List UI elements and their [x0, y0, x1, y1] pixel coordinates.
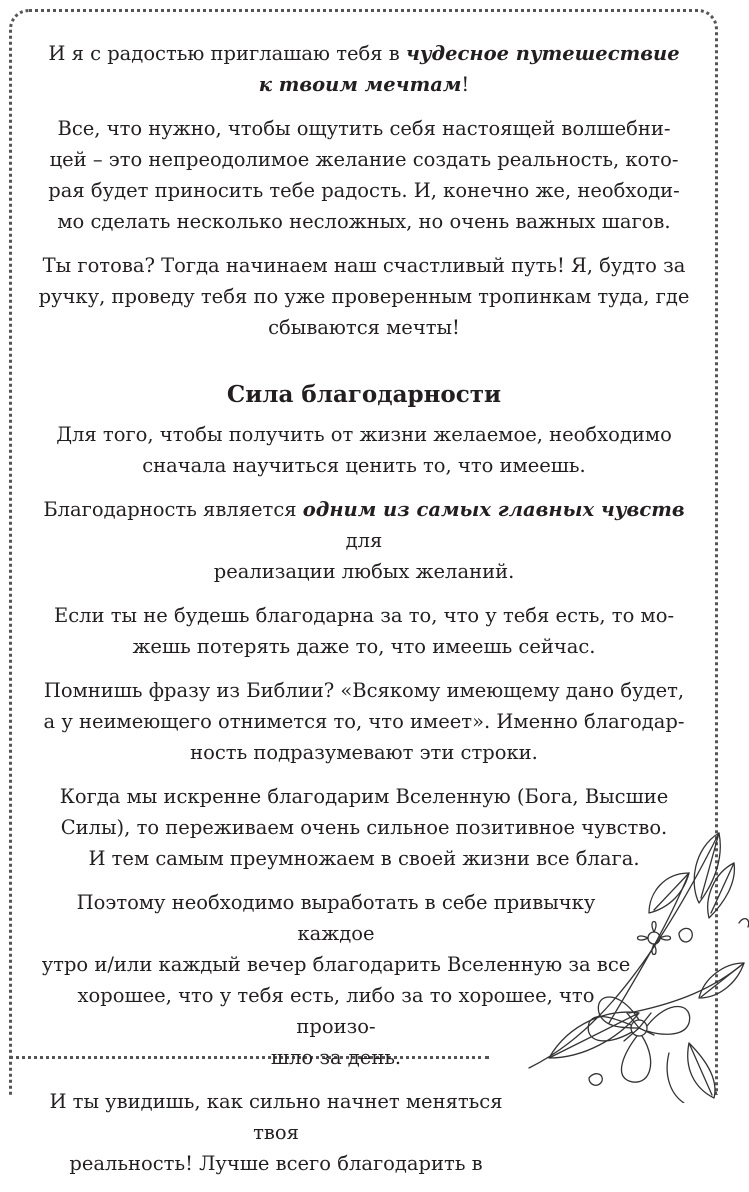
text: Благодарность является — [43, 498, 303, 521]
text-line: сначала научиться ценить то, что имеешь. — [142, 454, 586, 477]
paragraph-ready — [36, 250, 692, 343]
text-line: Если ты не будешь благодарна за то, что у тебя есть, то мо- — [53, 604, 675, 627]
text-line: хорошее, что у тебя есть, либо за то хорошее, что произо- — [77, 984, 595, 1038]
text-line: ручку, проведу тебя по уже проверенным тропинкам туда, где — [38, 285, 690, 308]
stem — [529, 833, 719, 1068]
text-line: а у неимеющего отнимется то, что имеет». Именно благодар- — [43, 710, 685, 733]
emphasis-text: чудесное путешествие — [405, 42, 680, 65]
paragraph-bible — [36, 675, 692, 768]
text-line: рая будет приносить тебе радость. И, конечно же, необходи- — [48, 179, 680, 202]
flower-petals — [638, 922, 671, 955]
text-line: И ты увидишь, как сильно начнет меняться твоя — [49, 1090, 503, 1144]
text-line: Ты готова? Тогда начинаем наш счастливый путь! Я, будто за — [42, 254, 686, 277]
text-line: Поэтому необходимо выработать в себе привычку каждое — [76, 891, 596, 945]
text-line: Когда мы искренне благодарим Вселенную (Бога, Высшие — [59, 785, 669, 808]
text-line: шло за день. — [270, 1046, 402, 1069]
emphasis-text: одним из самых главных чувств — [302, 498, 685, 521]
section-heading: Сила благодарности — [226, 381, 502, 408]
text-line: Все, что нужно, чтобы ощутить себя настоящей волшебни- — [57, 117, 671, 140]
text-line: жешь потерять даже то, что имеешь сейчас. — [132, 635, 596, 658]
text: И я с радостью приглашаю тебя в — [48, 42, 406, 65]
text-line: сбываются мечты! — [268, 316, 460, 339]
text-line: реализации любых желаний. — [213, 560, 515, 583]
text-line: цей – это непреодолимое желание создать реальность, кото- — [49, 148, 679, 171]
text-line: И тем самым преумножаем в своей жизни все блага. — [88, 847, 640, 870]
bud — [589, 1074, 602, 1086]
text-line: Силы), то переживаем очень сильное позитивное чувство. — [60, 816, 668, 839]
flower-petal — [621, 1036, 650, 1082]
paragraph-reality — [36, 1086, 516, 1179]
text: для — [345, 529, 383, 552]
text-line: Для того, чтобы получить от жизни желаемое, необходимо — [56, 423, 672, 446]
paragraph-lose — [36, 600, 692, 662]
text-line: реальность! Лучше всего благодарить в — [69, 1152, 483, 1175]
text-line: ность подразумевают эти строки. — [190, 741, 538, 764]
paragraph-value — [36, 419, 692, 481]
paragraph-wizard — [36, 113, 692, 237]
bud — [679, 928, 692, 942]
text-line: мо сделать несколько несложных, но очень важных шагов. — [57, 210, 671, 233]
paragraph-gratitude — [36, 494, 692, 587]
paragraph-invitation — [36, 38, 692, 100]
emphasis-text: к твоим мечтам — [258, 73, 462, 96]
flower-petal — [647, 1006, 690, 1034]
text-line: Помнишь фразу из Библии? «Всякому имеющему дано будет, — [43, 679, 685, 702]
text: ! — [461, 73, 470, 96]
text-line: утро и/или каждый вечер благодарить Вселенную за все — [41, 953, 631, 976]
floral-illustration — [489, 813, 749, 1103]
